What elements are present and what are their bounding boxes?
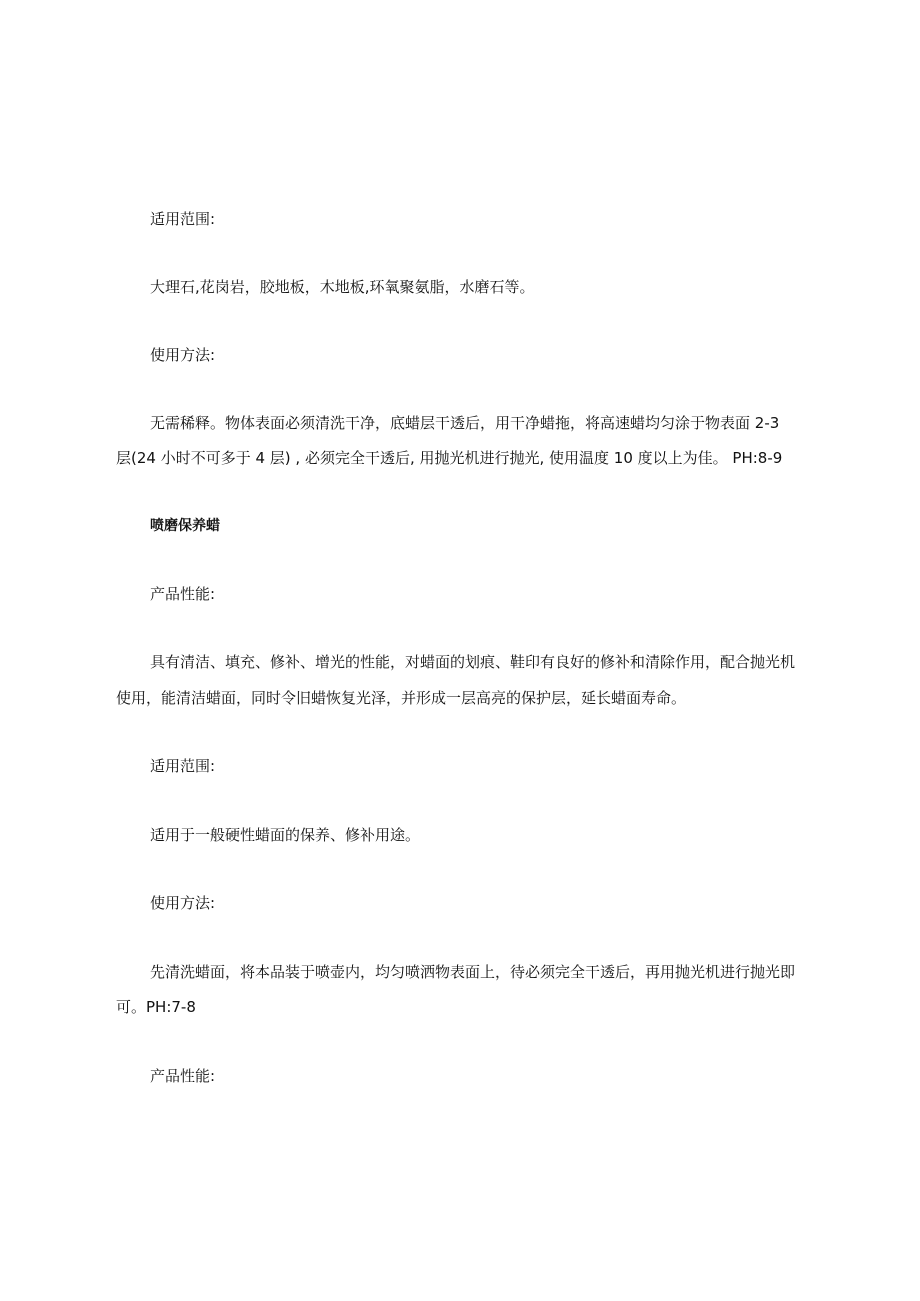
method-text-line-1: 无需稀释。物体表面必须清洗干净，底蜡层干透后，用干净蜡拖，将高速蜡均匀涂于物表面 2-3	[150, 414, 780, 432]
performance-text-line-2: 使用，能清洁蜡面，同时令旧蜡恢复光泽，并形成一层高亮的保护层，延长蜡面寿命。	[116, 689, 687, 707]
performance-label: 产品性能:	[150, 585, 216, 603]
performance-label-2: 产品性能:	[150, 1067, 216, 1085]
scope-text-2: 适用于一般硬性蜡面的保养、修补用途。	[150, 826, 421, 844]
scope-label: 适用范围:	[150, 210, 216, 228]
method-label: 使用方法:	[150, 346, 216, 364]
method-text-2-line-1: 先清洗蜡面，将本品装于喷壶内，均匀喷洒物表面上，待必须完全干透后，再用抛光机进行抛光即	[150, 963, 796, 981]
scope-text: 大理石,花岗岩，胶地板，木地板,环氧聚氨脂，水磨石等。	[150, 278, 535, 296]
method-label-2: 使用方法:	[150, 894, 216, 912]
performance-text-line-1: 具有清洁、填充、修补、增光的性能，对蜡面的划痕、鞋印有良好的修补和清除作用，配合抛光机	[150, 653, 796, 671]
section-title: 喷磨保养蜡	[150, 518, 220, 534]
method-text-line-2: 层(24 小时不可多于 4 层) , 必须完全干透后, 用抛光机进行抛光, 使用温度 10 度以上为佳。 PH:8-9	[116, 449, 783, 467]
scope-label-2: 适用范围:	[150, 757, 216, 775]
method-text-2-line-2: 可。PH:7-8	[116, 998, 196, 1016]
